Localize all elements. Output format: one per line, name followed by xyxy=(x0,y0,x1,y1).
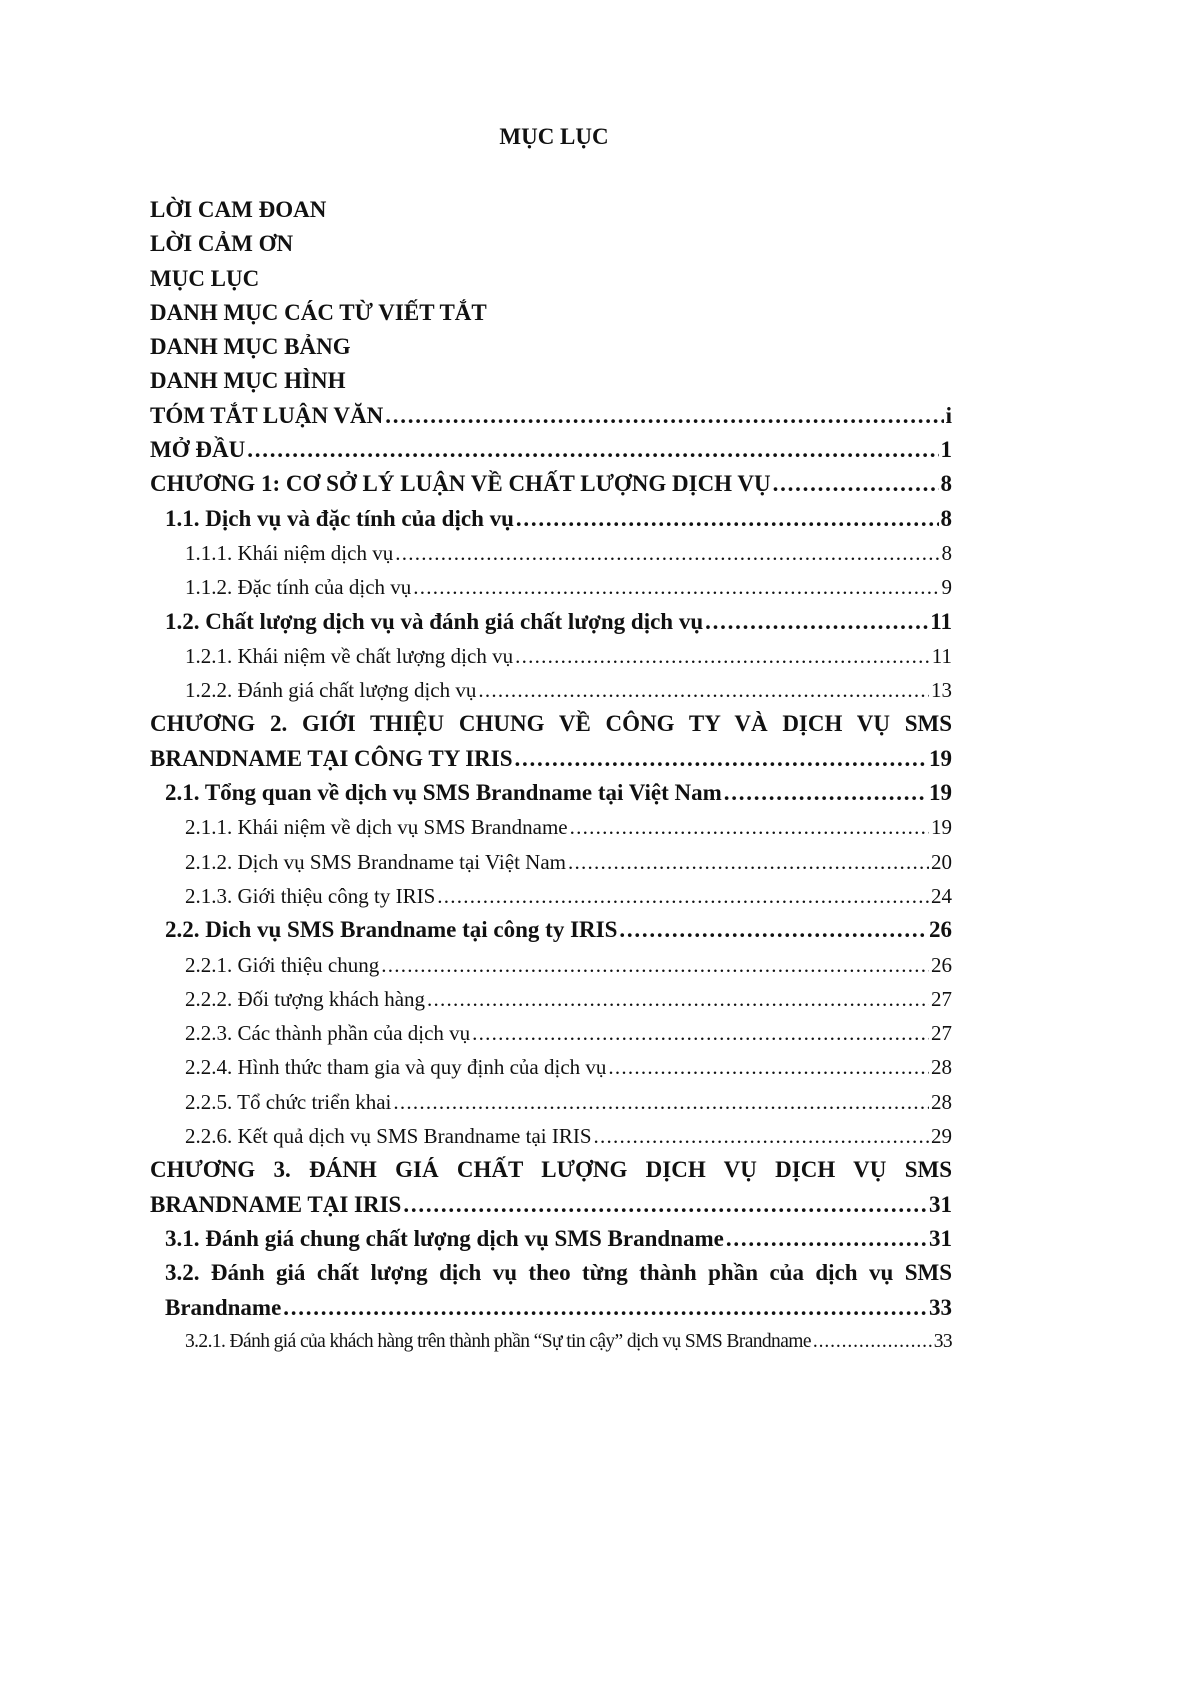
toc-entry[interactable] xyxy=(150,262,952,296)
toc-entry-title: TÓM TẮT LUẬN VĂN xyxy=(150,402,384,428)
toc-entry[interactable] xyxy=(150,1325,952,1359)
toc-entry-title: 2.1. Tổng quan về dịch vụ SMS Brandname tại Việt Nam xyxy=(165,780,722,806)
toc-entry-title: Brandname xyxy=(165,1294,282,1320)
toc-entry-title: 3.2.1. Đánh giá của khách hàng trên thành phần “Sự tin cậy” dịch vụ SMS Brandname xyxy=(185,1330,811,1352)
toc-entry-page: 19 xyxy=(931,815,952,840)
toc-entry-title: MỞ ĐẦU xyxy=(150,437,246,463)
toc-dot-leader xyxy=(515,639,930,673)
toc-dot-leader xyxy=(813,1325,932,1359)
toc-dot-leader xyxy=(516,502,939,536)
toc-entry-title: 3.1. Đánh giá chung chất lượng dịch vụ SMS Brandname xyxy=(165,1225,724,1251)
toc-dot-leader xyxy=(437,879,929,913)
toc-entry[interactable] xyxy=(150,845,952,879)
toc-entry-page: 8 xyxy=(940,505,952,531)
toc-entry[interactable] xyxy=(150,1256,952,1290)
toc-entry[interactable] xyxy=(150,296,952,330)
toc-entry[interactable] xyxy=(150,742,952,776)
toc-entry-page: 1 xyxy=(940,437,952,463)
toc-entry-page: 19 xyxy=(929,780,952,806)
toc-entry[interactable] xyxy=(150,707,952,741)
toc-entry-title: CHƯƠNG 3. ĐÁNH GIÁ CHẤT LƯỢNG DỊCH VỤ DỊCH VỤ SMS xyxy=(150,1157,952,1183)
toc-dot-leader xyxy=(478,673,929,707)
toc-entry[interactable] xyxy=(150,982,952,1016)
toc-entry[interactable] xyxy=(150,1153,952,1187)
toc-dot-leader xyxy=(413,570,939,604)
toc-entry-title: 2.1.2. Dịch vụ SMS Brandname tại Việt Nam xyxy=(185,849,566,874)
toc-entry-title: CHƯƠNG 2. GIỚI THIỆU CHUNG VỀ CÔNG TY VÀ DỊCH VỤ SMS xyxy=(150,711,952,737)
toc-entry[interactable] xyxy=(150,433,952,467)
toc-dot-leader xyxy=(427,982,929,1016)
toc-dot-leader xyxy=(247,433,938,467)
toc-entry-page: i xyxy=(945,402,952,428)
toc-entry-page: 11 xyxy=(930,608,952,634)
toc-dot-leader xyxy=(283,1291,927,1325)
toc-dot-leader xyxy=(385,399,943,433)
toc-entry-page: 26 xyxy=(929,917,952,943)
toc-entry[interactable] xyxy=(150,399,952,433)
toc-entry-page: 8 xyxy=(941,540,952,565)
toc-entry-page: 31 xyxy=(929,1225,952,1251)
toc-dot-leader xyxy=(472,1016,929,1050)
toc-entry[interactable] xyxy=(150,1291,952,1325)
toc-entry[interactable] xyxy=(150,1016,952,1050)
toc-dot-leader xyxy=(515,742,927,776)
toc-entry[interactable] xyxy=(150,639,952,673)
toc-entry-title: 1.2.1. Khái niệm về chất lượng dịch vụ xyxy=(185,643,514,668)
toc-entry-title: 1.2. Chất lượng dịch vụ và đánh giá chất lượng dịch vụ xyxy=(165,608,704,634)
toc-dot-leader xyxy=(619,913,927,947)
toc-entry[interactable] xyxy=(150,570,952,604)
toc-entry[interactable] xyxy=(150,227,952,261)
toc-entry-page: 11 xyxy=(931,643,952,668)
toc-entry-title: 3.2. Đánh giá chất lượng dịch vụ theo từng thành phần của dịch vụ SMS xyxy=(165,1260,952,1286)
toc-entry[interactable] xyxy=(150,536,952,570)
toc-entry-title: 1.2.2. Đánh giá chất lượng dịch vụ xyxy=(185,678,477,703)
toc-entry-title: 1.1. Dịch vụ và đặc tính của dịch vụ xyxy=(165,505,514,531)
toc-entry-title: BRANDNAME TẠI IRIS xyxy=(150,1191,402,1217)
toc-entry[interactable] xyxy=(150,193,952,227)
toc-dot-leader xyxy=(393,1085,929,1119)
toc-entry-page: 33 xyxy=(929,1294,952,1320)
toc-entry-page: 26 xyxy=(931,952,952,977)
toc-entry-title: LỜI CẢM ƠN xyxy=(150,231,294,257)
toc-entry[interactable] xyxy=(150,1222,952,1256)
toc-entry-title: LỜI CAM ĐOAN xyxy=(150,197,327,222)
toc-entry[interactable] xyxy=(150,1188,952,1222)
toc-entry-title: 2.2.6. Kết quả dịch vụ SMS Brandname tại IRIS xyxy=(185,1124,592,1149)
toc-entry[interactable] xyxy=(150,605,952,639)
toc-entry-page: 20 xyxy=(931,849,952,874)
toc-entry[interactable] xyxy=(150,913,952,947)
toc-entry-title: DANH MỤC BẢNG xyxy=(150,334,351,360)
toc-entry[interactable] xyxy=(150,776,952,810)
toc-dot-leader xyxy=(570,810,929,844)
toc-entry-title: BRANDNAME TẠI CÔNG TY IRIS xyxy=(150,745,513,771)
toc-entry-title: 2.2.2. Đối tượng khách hàng xyxy=(185,986,426,1011)
toc-dot-leader xyxy=(568,845,929,879)
toc-entry-title: 2.1.3. Giới thiệu công ty IRIS xyxy=(185,883,436,908)
toc-entry-page: 9 xyxy=(941,575,952,600)
toc-entry[interactable] xyxy=(150,948,952,982)
toc-entry-page: 19 xyxy=(929,745,952,771)
toc-entry[interactable] xyxy=(150,810,952,844)
toc-entry-title: 2.2.3. Các thành phần của dịch vụ xyxy=(185,1021,471,1046)
toc-entry-title: MỤC LỤC xyxy=(150,265,260,291)
toc-entry-page: 27 xyxy=(931,1021,952,1046)
toc-entry-page: 27 xyxy=(931,986,952,1011)
toc-entry-title: 1.1.1. Khái niệm dịch vụ xyxy=(185,540,394,565)
toc-dot-leader xyxy=(705,605,928,639)
toc-entry-page: 8 xyxy=(940,471,952,497)
toc-entry[interactable] xyxy=(150,364,952,398)
toc-entry[interactable] xyxy=(150,879,952,913)
toc-entry[interactable] xyxy=(150,502,952,536)
toc-dot-leader xyxy=(608,1050,929,1084)
toc-entry-page: 28 xyxy=(931,1089,952,1114)
toc-entry-title: CHƯƠNG 1: CƠ SỞ LÝ LUẬN VỀ CHẤT LƯỢNG DỊCH VỤ xyxy=(150,471,771,497)
toc-entry-page: 28 xyxy=(931,1055,952,1080)
toc-entry-title: 2.2.4. Hình thức tham gia và quy định của dịch vụ xyxy=(185,1055,607,1080)
toc-entry-title: 2.2. Dich vụ SMS Brandname tại công ty IRIS xyxy=(165,917,618,943)
toc-entry-title: DANH MỤC CÁC TỪ VIẾT TẮT xyxy=(150,299,487,325)
page-title: MỤC LỤC xyxy=(499,124,609,149)
toc-entry[interactable] xyxy=(150,467,952,501)
toc-entry-page: 31 xyxy=(929,1191,952,1217)
toc-dot-leader xyxy=(724,776,927,810)
toc-entry-title: DANH MỤC HÌNH xyxy=(150,368,346,394)
table-of-contents xyxy=(150,193,952,1359)
toc-dot-leader xyxy=(403,1188,927,1222)
toc-entry-page: 29 xyxy=(931,1124,952,1149)
toc-entry-page: 33 xyxy=(933,1330,952,1352)
toc-entry-title: 2.2.5. Tổ chức triển khai xyxy=(185,1089,392,1114)
toc-dot-leader xyxy=(381,948,929,982)
toc-entry[interactable] xyxy=(150,1119,952,1153)
toc-entry-title: 2.2.1. Giới thiệu chung xyxy=(185,952,380,977)
toc-entry-page: 24 xyxy=(931,883,952,908)
toc-dot-leader xyxy=(726,1222,927,1256)
toc-dot-leader xyxy=(594,1119,929,1153)
toc-entry[interactable] xyxy=(150,330,952,364)
toc-entry-title: 1.1.2. Đặc tính của dịch vụ xyxy=(185,575,412,600)
toc-entry[interactable] xyxy=(150,1085,952,1119)
toc-entry[interactable] xyxy=(150,673,952,707)
toc-entry[interactable] xyxy=(150,1050,952,1084)
toc-entry-title: 2.1.1. Khái niệm về dịch vụ SMS Brandname xyxy=(185,815,568,840)
toc-dot-leader xyxy=(773,467,939,501)
toc-entry-page: 13 xyxy=(931,678,952,703)
toc-dot-leader xyxy=(395,536,939,570)
